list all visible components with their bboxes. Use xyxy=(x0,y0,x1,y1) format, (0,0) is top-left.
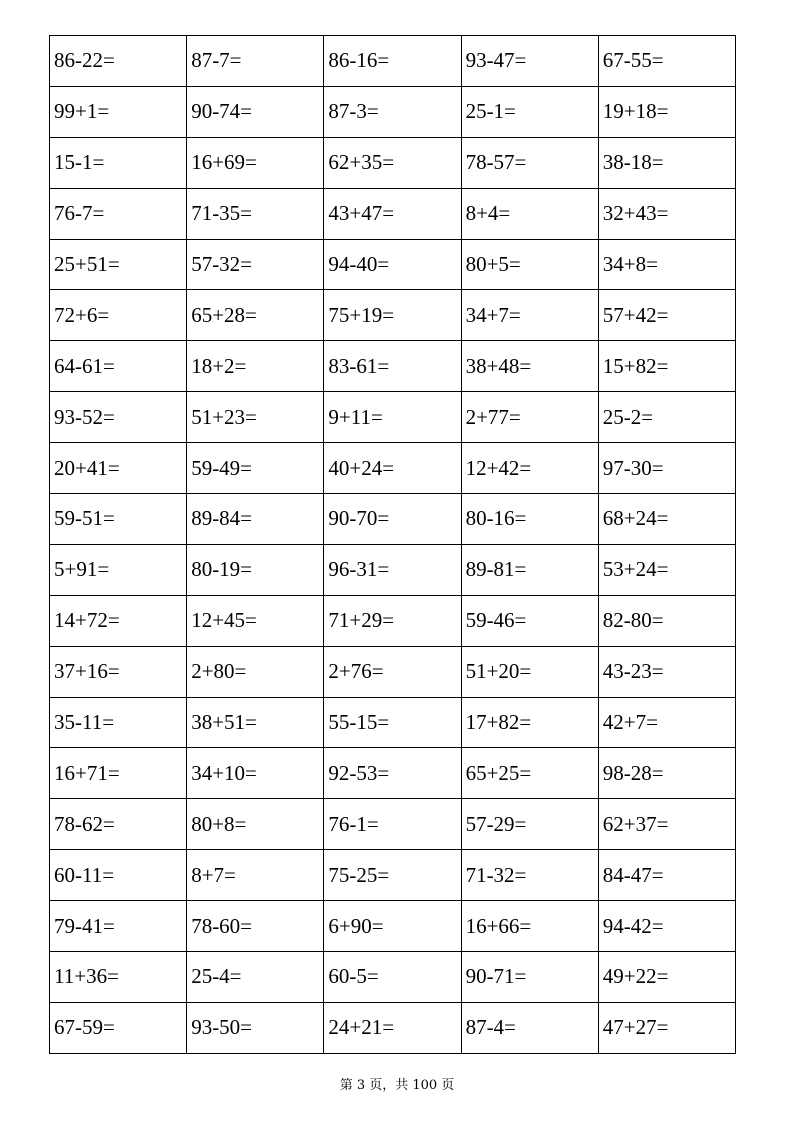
problem-cell: 76-7= xyxy=(50,188,187,239)
problem-cell: 51+23= xyxy=(187,392,324,443)
problem-cell: 8+7= xyxy=(187,850,324,901)
problem-row xyxy=(50,646,736,697)
problem-cell: 93-50= xyxy=(187,1002,324,1053)
problem-cell: 94-40= xyxy=(324,239,461,290)
problem-cell: 67-55= xyxy=(598,36,735,87)
problem-cell: 96-31= xyxy=(324,544,461,595)
problem-cell: 2+76= xyxy=(324,646,461,697)
problem-row xyxy=(50,1002,736,1053)
problem-cell: 18+2= xyxy=(187,341,324,392)
problem-cell: 53+24= xyxy=(598,544,735,595)
problem-row xyxy=(50,595,736,646)
problem-cell: 83-61= xyxy=(324,341,461,392)
problem-cell: 65+25= xyxy=(461,748,598,799)
problem-row xyxy=(50,36,736,87)
problem-row xyxy=(50,697,736,748)
worksheet xyxy=(49,35,736,1053)
problem-cell: 67-59= xyxy=(50,1002,187,1053)
problem-cell: 15-1= xyxy=(50,137,187,188)
problem-cell: 71-32= xyxy=(461,850,598,901)
problem-cell: 62+37= xyxy=(598,799,735,850)
problem-cell: 25-2= xyxy=(598,392,735,443)
problem-cell: 8+4= xyxy=(461,188,598,239)
problem-cell: 94-42= xyxy=(598,901,735,952)
problem-cell: 43+47= xyxy=(324,188,461,239)
problem-cell: 40+24= xyxy=(324,443,461,494)
problem-cell: 80-19= xyxy=(187,544,324,595)
problem-cell: 25-1= xyxy=(461,86,598,137)
problem-cell: 14+72= xyxy=(50,595,187,646)
problem-row xyxy=(50,239,736,290)
problem-cell: 98-28= xyxy=(598,748,735,799)
problem-cell: 11+36= xyxy=(50,952,187,1003)
problem-cell: 20+41= xyxy=(50,443,187,494)
problem-cell: 87-4= xyxy=(461,1002,598,1053)
problem-cell: 17+82= xyxy=(461,697,598,748)
problem-row xyxy=(50,392,736,443)
problem-cell: 57-32= xyxy=(187,239,324,290)
problem-cell: 80+5= xyxy=(461,239,598,290)
problem-cell: 93-52= xyxy=(50,392,187,443)
problem-cell: 25+51= xyxy=(50,239,187,290)
problem-cell: 65+28= xyxy=(187,290,324,341)
problem-cell: 38+51= xyxy=(187,697,324,748)
problem-cell: 47+27= xyxy=(598,1002,735,1053)
problem-cell: 38+48= xyxy=(461,341,598,392)
problem-cell: 62+35= xyxy=(324,137,461,188)
problem-cell: 87-3= xyxy=(324,86,461,137)
problem-cell: 16+66= xyxy=(461,901,598,952)
problem-cell: 75-25= xyxy=(324,850,461,901)
problem-cell: 42+7= xyxy=(598,697,735,748)
problem-cell: 79-41= xyxy=(50,901,187,952)
problem-row xyxy=(50,544,736,595)
problem-row xyxy=(50,952,736,1003)
problem-row xyxy=(50,901,736,952)
problem-row xyxy=(50,850,736,901)
problem-cell: 35-11= xyxy=(50,697,187,748)
problem-cell: 16+71= xyxy=(50,748,187,799)
problem-cell: 84-47= xyxy=(598,850,735,901)
problem-row xyxy=(50,341,736,392)
problem-cell: 64-61= xyxy=(50,341,187,392)
problem-cell: 60-11= xyxy=(50,850,187,901)
problem-row xyxy=(50,86,736,137)
problem-cell: 86-22= xyxy=(50,36,187,87)
problem-cell: 6+90= xyxy=(324,901,461,952)
problem-row xyxy=(50,137,736,188)
problem-cell: 59-46= xyxy=(461,595,598,646)
problem-cell: 59-51= xyxy=(50,494,187,545)
problem-cell: 15+82= xyxy=(598,341,735,392)
problem-cell: 78-60= xyxy=(187,901,324,952)
problem-cell: 93-47= xyxy=(461,36,598,87)
problem-cell: 89-84= xyxy=(187,494,324,545)
problem-cell: 5+91= xyxy=(50,544,187,595)
problem-row xyxy=(50,188,736,239)
problem-row xyxy=(50,748,736,799)
problem-row xyxy=(50,799,736,850)
problem-cell: 25-4= xyxy=(187,952,324,1003)
problem-cell: 9+11= xyxy=(324,392,461,443)
problem-cell: 89-81= xyxy=(461,544,598,595)
problem-cell: 2+80= xyxy=(187,646,324,697)
problem-cell: 68+24= xyxy=(598,494,735,545)
problem-cell: 34+8= xyxy=(598,239,735,290)
problem-cell: 90-74= xyxy=(187,86,324,137)
problem-cell: 49+22= xyxy=(598,952,735,1003)
problem-grid-body xyxy=(50,36,736,1054)
problem-cell: 57+42= xyxy=(598,290,735,341)
problem-cell: 59-49= xyxy=(187,443,324,494)
problem-row xyxy=(50,494,736,545)
problem-cell: 19+18= xyxy=(598,86,735,137)
problem-cell: 57-29= xyxy=(461,799,598,850)
problem-cell: 82-80= xyxy=(598,595,735,646)
problem-cell: 78-57= xyxy=(461,137,598,188)
problem-cell: 99+1= xyxy=(50,86,187,137)
problem-cell: 2+77= xyxy=(461,392,598,443)
problem-cell: 76-1= xyxy=(324,799,461,850)
problem-cell: 38-18= xyxy=(598,137,735,188)
problem-cell: 24+21= xyxy=(324,1002,461,1053)
problem-cell: 55-15= xyxy=(324,697,461,748)
problem-cell: 43-23= xyxy=(598,646,735,697)
problem-cell: 71-35= xyxy=(187,188,324,239)
problem-cell: 72+6= xyxy=(50,290,187,341)
problem-cell: 92-53= xyxy=(324,748,461,799)
problem-cell: 90-71= xyxy=(461,952,598,1003)
problem-cell: 34+10= xyxy=(187,748,324,799)
problem-cell: 97-30= xyxy=(598,443,735,494)
problem-cell: 90-70= xyxy=(324,494,461,545)
problem-cell: 80+8= xyxy=(187,799,324,850)
problem-cell: 34+7= xyxy=(461,290,598,341)
problem-cell: 16+69= xyxy=(187,137,324,188)
problem-cell: 86-16= xyxy=(324,36,461,87)
problem-cell: 71+29= xyxy=(324,595,461,646)
problem-cell: 60-5= xyxy=(324,952,461,1003)
problem-cell: 87-7= xyxy=(187,36,324,87)
page-footer: 第 3 页，共 100 页 xyxy=(339,1078,455,1093)
problem-cell: 75+19= xyxy=(324,290,461,341)
problem-grid xyxy=(49,35,736,1054)
problem-cell: 80-16= xyxy=(461,494,598,545)
problem-cell: 12+42= xyxy=(461,443,598,494)
problem-cell: 78-62= xyxy=(50,799,187,850)
problem-cell: 51+20= xyxy=(461,646,598,697)
problem-row xyxy=(50,443,736,494)
problem-row xyxy=(50,290,736,341)
problem-cell: 37+16= xyxy=(50,646,187,697)
problem-cell: 32+43= xyxy=(598,188,735,239)
problem-cell: 12+45= xyxy=(187,595,324,646)
